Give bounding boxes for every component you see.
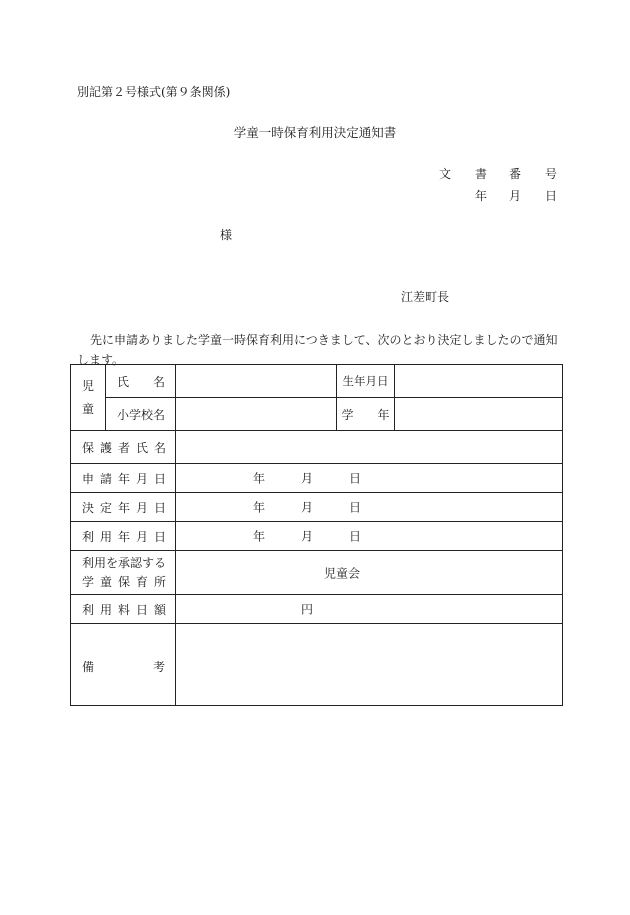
apply-year: 年 — [253, 471, 266, 486]
remarks-label-1: 備 — [82, 659, 95, 674]
form-reference: 別記第２号様式(第９条関係) — [77, 85, 231, 99]
use-date-label: 利用年月日 — [71, 522, 176, 551]
apply-date-value-cell — [176, 464, 563, 493]
apply-date-label: 申請年月日 — [71, 464, 176, 493]
approved-facility-label-line-2: 学童保育所 — [82, 574, 173, 589]
child-label-cell — [71, 365, 106, 431]
body-text: 先に申請ありました学童一時保育利用につきまして、次のとおり決定しましたので通知します。 — [77, 333, 558, 367]
decision-day: 日 — [349, 500, 362, 515]
decision-date-label: 決定年月日 — [71, 493, 176, 522]
table-row-apply-date — [71, 464, 563, 493]
issue-date-day: 日 — [545, 189, 558, 203]
use-date-value-cell — [176, 522, 563, 551]
name-label: 氏 名 — [106, 365, 176, 398]
sender-name: 江差町長 — [401, 290, 450, 304]
apply-month: 月 — [301, 471, 314, 486]
table-row-school — [71, 398, 563, 431]
approved-facility-label — [71, 551, 176, 595]
table-row-use-date — [71, 522, 563, 551]
child-label-2: 童 — [81, 401, 94, 416]
apply-day: 日 — [349, 471, 362, 486]
guardian-label: 保護者氏名 — [71, 431, 176, 464]
table-row-remarks — [71, 624, 563, 706]
approved-facility-label-line-1: 利用を承認する — [82, 555, 167, 570]
issue-date-month: 月 — [509, 189, 522, 203]
school-label: 小学校名 — [106, 398, 176, 431]
approved-facility-value: 児童会 — [324, 566, 361, 580]
school-value-cell — [176, 398, 337, 431]
table-row-decision-date — [71, 493, 563, 522]
fee-value-cell — [176, 595, 563, 624]
table-row-child-name — [71, 365, 563, 398]
doc-number-char-4: 号 — [545, 167, 558, 181]
guardian-value-cell — [176, 431, 563, 464]
approved-facility-value-cell — [176, 551, 563, 595]
fee-label: 利用料日額 — [71, 595, 176, 624]
decision-form-table — [70, 364, 563, 706]
doc-number-char-2: 書 — [475, 167, 488, 181]
use-year: 年 — [253, 529, 266, 544]
document-title: 学童一時保育利用決定通知書 — [233, 125, 397, 140]
remarks-label-2: 考 — [153, 659, 166, 674]
child-label-1: 児 — [81, 378, 94, 393]
recipient-honorific: 様 — [220, 228, 233, 242]
table-row-fee — [71, 595, 563, 624]
grade-value-cell — [395, 398, 563, 431]
birthdate-label: 生年月日 — [337, 365, 395, 398]
birthdate-value-cell — [395, 365, 563, 398]
name-value-cell — [176, 365, 337, 398]
use-day: 日 — [349, 529, 362, 544]
decision-date-value-cell — [176, 493, 563, 522]
remarks-label-cell — [71, 624, 176, 706]
doc-number-char-3: 番 — [509, 167, 522, 181]
doc-number-char-1: 文 — [439, 167, 452, 181]
remarks-value-cell — [176, 624, 563, 706]
use-month: 月 — [301, 529, 314, 544]
table-row-guardian — [71, 431, 563, 464]
decision-month: 月 — [301, 500, 314, 515]
grade-label: 学 年 — [337, 398, 395, 431]
fee-unit: 円 — [301, 602, 314, 617]
decision-year: 年 — [253, 500, 266, 515]
table-row-approved-facility — [71, 551, 563, 595]
issue-date-year: 年 — [475, 189, 488, 203]
